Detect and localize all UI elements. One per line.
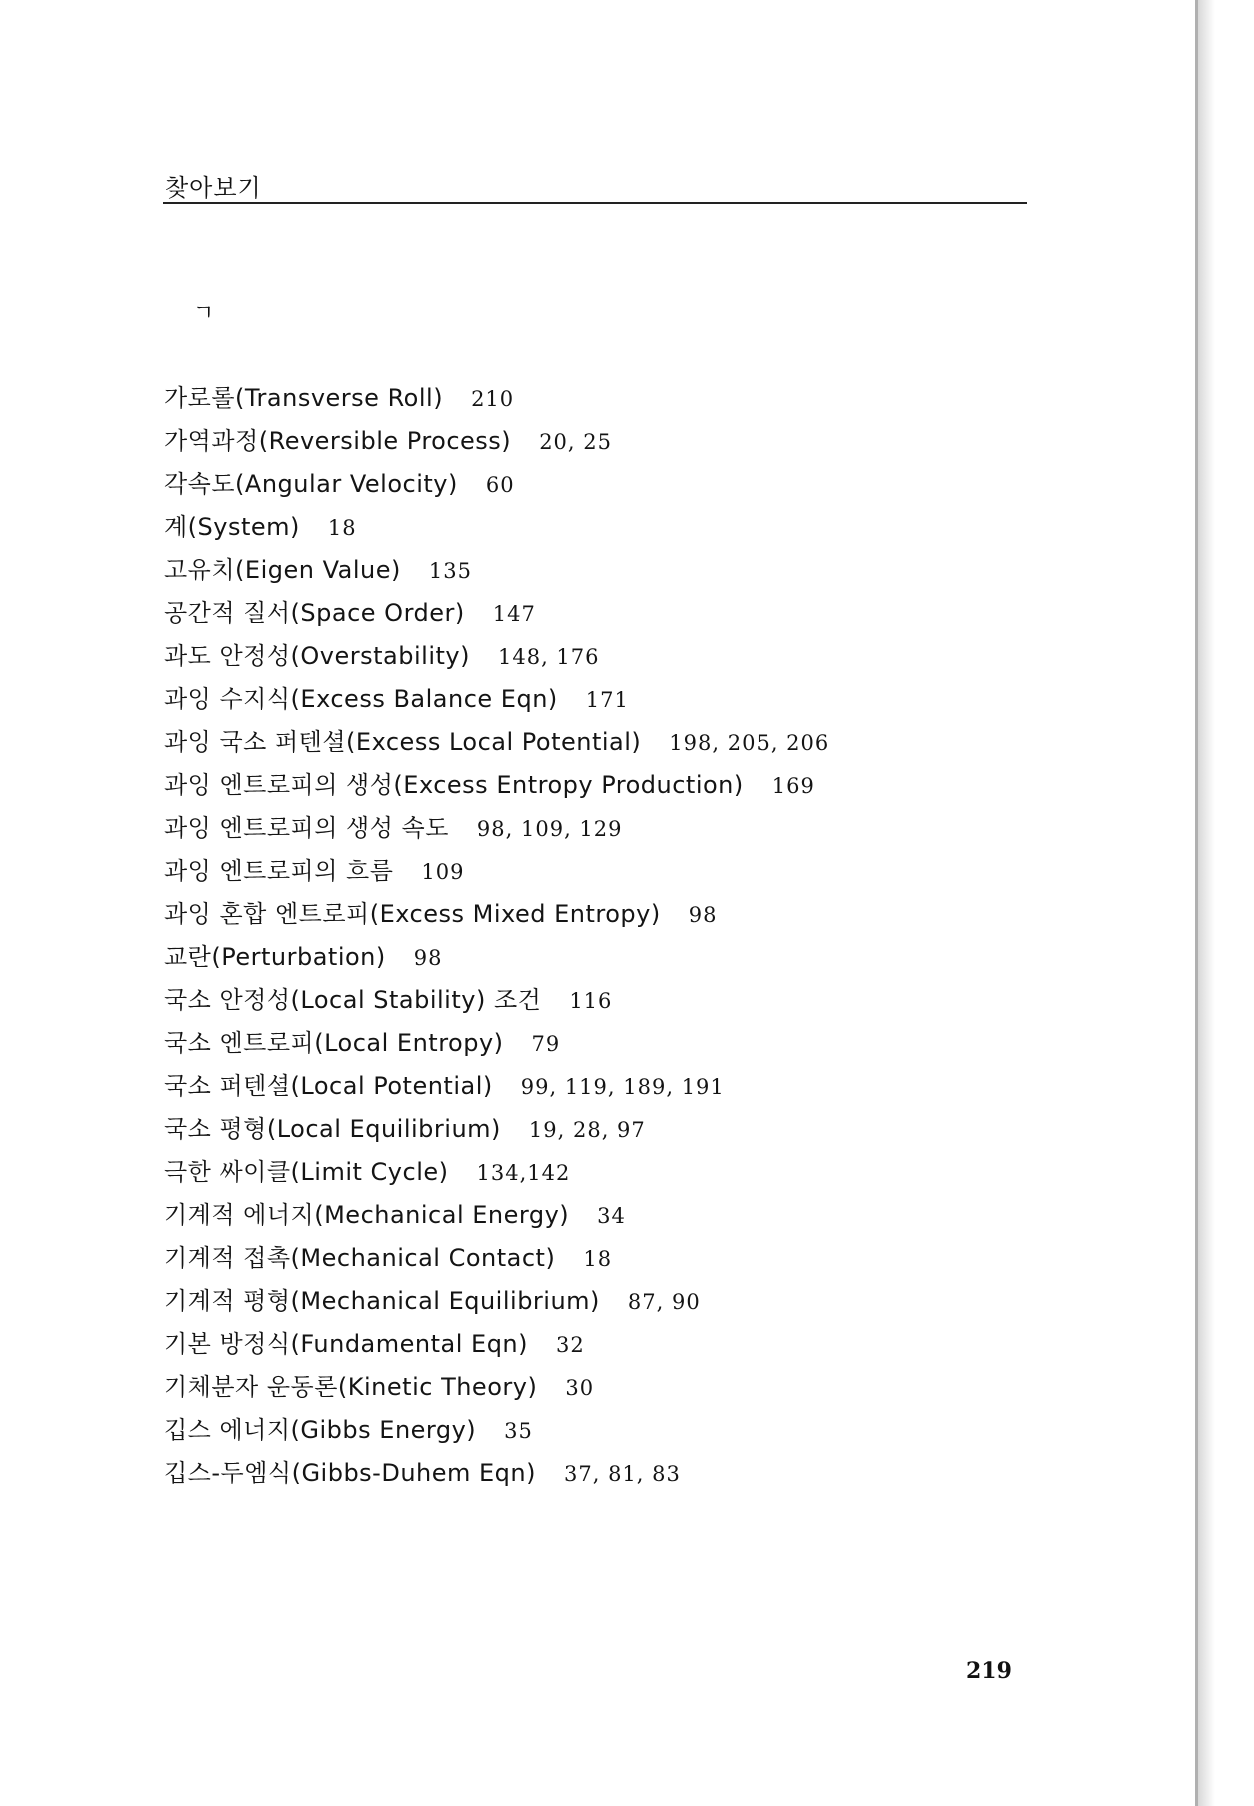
entry-term: 가역과정(Reversible Process) [164, 427, 512, 455]
entry-pages: 79 [531, 1032, 561, 1056]
page-header-title: 찾아보기 [165, 174, 262, 202]
index-entry [164, 1409, 829, 1452]
entry-pages: 147 [492, 602, 536, 626]
entry-term: 깁스-두엠식(Gibbs-Duhem Eqn) [164, 1459, 536, 1487]
index-entry [164, 1237, 829, 1280]
index-entry [164, 893, 829, 936]
entry-term: 과잉 국소 퍼텐셜(Excess Local Potential) [164, 728, 642, 756]
index-entry [164, 1065, 829, 1108]
index-entry [164, 721, 829, 764]
index-entry [164, 678, 829, 721]
entry-term: 국소 퍼텐셜(Local Potential) [164, 1072, 493, 1100]
index-entry [164, 635, 829, 678]
index-entry [164, 377, 829, 420]
entry-pages: 169 [771, 774, 815, 798]
entry-term: 국소 엔트로피(Local Entropy) [164, 1029, 504, 1057]
entry-term: 과잉 엔트로피의 생성(Excess Entropy Production) [164, 771, 744, 799]
entry-term: 과잉 수지식(Excess Balance Eqn) [164, 685, 558, 713]
entry-pages: 98 [413, 946, 443, 970]
entry-pages: 210 [471, 387, 515, 411]
entry-term: 과잉 혼합 엔트로피(Excess Mixed Entropy) [164, 900, 661, 928]
entry-term: 가로롤(Transverse Roll) [164, 384, 444, 412]
entry-term: 극한 싸이클(Limit Cycle) [164, 1158, 449, 1186]
entry-pages: 109 [421, 860, 465, 884]
entry-term: 기체분자 운동론(Kinetic Theory) [164, 1373, 538, 1401]
index-entry [164, 979, 829, 1022]
section-letter: ㄱ [193, 301, 215, 326]
index-entry [164, 1108, 829, 1151]
entry-term: 교란(Perturbation) [164, 943, 386, 971]
index-entry [164, 1280, 829, 1323]
entry-term: 기계적 에너지(Mechanical Energy) [164, 1201, 570, 1229]
entry-pages: 19, 28, 97 [528, 1118, 646, 1142]
entry-term: 국소 안정성(Local Stability) 조건 [164, 986, 542, 1014]
entry-term: 과도 안정성(Overstability) [164, 642, 470, 670]
entry-pages: 34 [597, 1204, 626, 1228]
entry-pages: 171 [585, 688, 629, 712]
index-entry [164, 1151, 829, 1194]
entry-term: 기계적 접촉(Mechanical Contact) [164, 1244, 556, 1272]
entry-term: 각속도(Angular Velocity) [164, 470, 458, 498]
entry-term: 국소 평형(Local Equilibrium) [164, 1115, 501, 1143]
index-entry [164, 1022, 829, 1065]
index-entry [164, 850, 829, 893]
entry-term: 계(System) [164, 513, 300, 541]
entry-pages: 37, 81, 83 [564, 1462, 681, 1486]
entry-pages: 98, 109, 129 [476, 817, 623, 841]
entry-pages: 18 [583, 1247, 613, 1271]
entry-term: 과잉 엔트로피의 생성 속도 [164, 814, 449, 842]
entry-pages: 60 [485, 473, 515, 497]
entry-term: 공간적 질서(Space Order) [164, 599, 465, 627]
page-number: 219 [966, 1658, 1012, 1684]
entry-pages: 99, 119, 189, 191 [520, 1075, 725, 1099]
entry-term: 기계적 평형(Mechanical Equilibrium) [164, 1287, 600, 1315]
entry-pages: 87, 90 [627, 1290, 701, 1314]
index-entry [164, 764, 829, 807]
index-entry [164, 1323, 829, 1366]
index-entry [164, 936, 829, 979]
index-entry [164, 420, 829, 463]
entry-term: 과잉 엔트로피의 흐름 [164, 857, 394, 885]
page-edge [1198, 0, 1254, 1806]
entry-pages: 30 [565, 1376, 595, 1400]
entry-pages: 20, 25 [539, 430, 612, 454]
index-entry [164, 592, 829, 635]
index-entry [164, 1366, 829, 1409]
entry-pages: 134,142 [476, 1161, 571, 1185]
entry-pages: 135 [428, 559, 472, 583]
index-entry [164, 549, 829, 592]
entry-term: 고유치(Eigen Value) [164, 556, 401, 584]
entry-pages: 148, 176 [497, 645, 600, 669]
entry-pages: 35 [504, 1419, 533, 1443]
index-entry [164, 1194, 829, 1237]
entry-pages: 18 [327, 516, 357, 540]
index-entry [164, 506, 829, 549]
entry-pages: 98 [688, 903, 718, 927]
entry-pages: 32 [556, 1333, 585, 1357]
index-entry [164, 807, 829, 850]
entry-term: 깁스 에너지(Gibbs Energy) [164, 1416, 477, 1444]
entry-term: 기본 방정식(Fundamental Eqn) [164, 1330, 529, 1358]
index-entry [164, 1452, 829, 1495]
index-entry [164, 463, 829, 506]
entry-pages: 198, 205, 206 [669, 731, 830, 755]
index-entries-list [164, 377, 829, 1495]
header-divider [163, 202, 1027, 204]
entry-pages: 116 [569, 989, 613, 1013]
